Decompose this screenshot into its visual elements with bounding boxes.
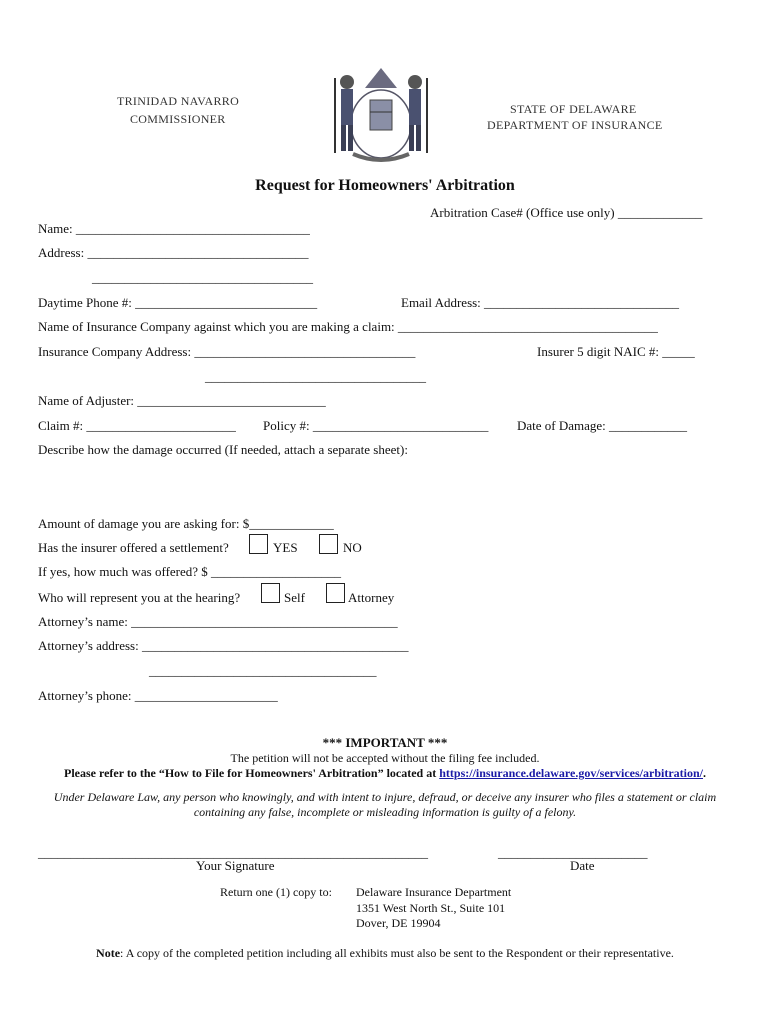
settlement-question: Has the insurer offered a settlement? [38,540,229,555]
company-address-line2-field[interactable]: __________________________________ [205,369,426,384]
fraud-warning-line1: Under Delaware Law, any person who knowingly, and with intent to injure, defraud, or deceive any insurer who files a statement or claim [53,790,717,804]
describe-damage-label: Describe how the damage occurred (If needed, attach a separate sheet): [38,442,408,457]
commissioner-title: COMMISSIONER [130,112,226,126]
attorney-checkbox[interactable] [326,583,345,603]
attorney-address-field[interactable]: Attorney’s address: _________________________________________ [38,638,409,653]
company-address-field[interactable]: Insurance Company Address: __________________________________ [38,344,416,359]
return-address-line1: Delaware Insurance Department [356,885,512,899]
filing-fee-notice: The petition will not be accepted without the filing fee included. [230,751,540,765]
arbitration-link[interactable]: https://insurance.delaware.gov/services/arbitration/ [439,766,703,780]
self-label: Self [284,590,305,605]
return-address-line3: Dover, DE 19904 [356,916,441,930]
fraud-warning-line2: containing any false, incomplete or misleading information is guilty of a felony. [193,805,577,819]
name-field[interactable]: Name: ____________________________________ [38,221,310,236]
how-to-file-text: Please refer to the “How to File for Homeowners' Arbitration” located at [63,766,440,780]
representation-question: Who will represent you at the hearing? [38,590,241,605]
self-checkbox[interactable] [261,583,280,603]
address-line2-field[interactable]: __________________________________ [92,270,313,285]
attorney-address-line2-field[interactable]: ___________________________________ [149,663,377,678]
case-number-field[interactable]: Arbitration Case# (Office use only) _____________ [430,205,703,220]
department-name: DEPARTMENT OF INSURANCE [487,118,663,132]
respondent-note [0,946,770,961]
attorney-phone-field[interactable]: Attorney’s phone: ______________________ [38,688,278,703]
date-label: Date [570,858,595,873]
note-text: : A copy of the completed petition including all exhibits must also be sent to the Respondent or their representative. [120,946,674,960]
form-title: Request for Homeowners' Arbitration [255,177,515,194]
return-address-line2: 1351 West North St., Suite 101 [356,901,506,915]
offered-amount-field[interactable]: If yes, how much was offered? $ ____________________ [38,564,342,579]
state-name: STATE OF DELAWARE [510,102,637,116]
amount-field[interactable]: Amount of damage you are asking for: $_____________ [38,516,334,531]
settlement-yes-checkbox[interactable] [249,534,268,554]
naic-field[interactable]: Insurer 5 digit NAIC #: _____ [537,344,695,359]
signature-label: Your Signature [196,858,275,873]
attorney-name-field[interactable]: Attorney’s name: _________________________________________ [38,614,398,629]
settlement-no-checkbox[interactable] [319,534,338,554]
delaware-seal-icon [325,58,437,166]
claim-number-field[interactable]: Claim #: _______________________ [38,418,236,433]
important-heading: *** IMPORTANT *** [322,735,448,750]
commissioner-name: TRINIDAD NAVARRO [117,94,240,108]
no-label: NO [343,540,362,555]
return-copy-label: Return one (1) copy to: [220,885,332,899]
phone-field[interactable]: Daytime Phone #: ____________________________ [38,295,318,310]
note-label: Note [96,946,121,960]
attorney-label: Attorney [348,590,395,605]
policy-number-field[interactable]: Policy #: ___________________________ [263,418,489,433]
adjuster-field[interactable]: Name of Adjuster: _____________________________ [38,393,326,408]
how-to-file-notice: Please refer to the “How to File for Homeowners' Arbitration” located at https://insurance.delaware.gov/services/arbitration/. [63,766,706,780]
email-field[interactable]: Email Address: ______________________________ [401,295,680,310]
date-line[interactable]: _______________________ [498,845,648,860]
date-of-damage-field[interactable]: Date of Damage: ____________ [517,418,688,433]
yes-label: YES [273,540,298,555]
address-field[interactable]: Address: __________________________________ [38,245,309,260]
insurance-company-field[interactable]: Name of Insurance Company against which you are making a claim: ________________________________________ [38,319,658,334]
signature-line[interactable]: ____________________________________________________________ [38,845,428,860]
